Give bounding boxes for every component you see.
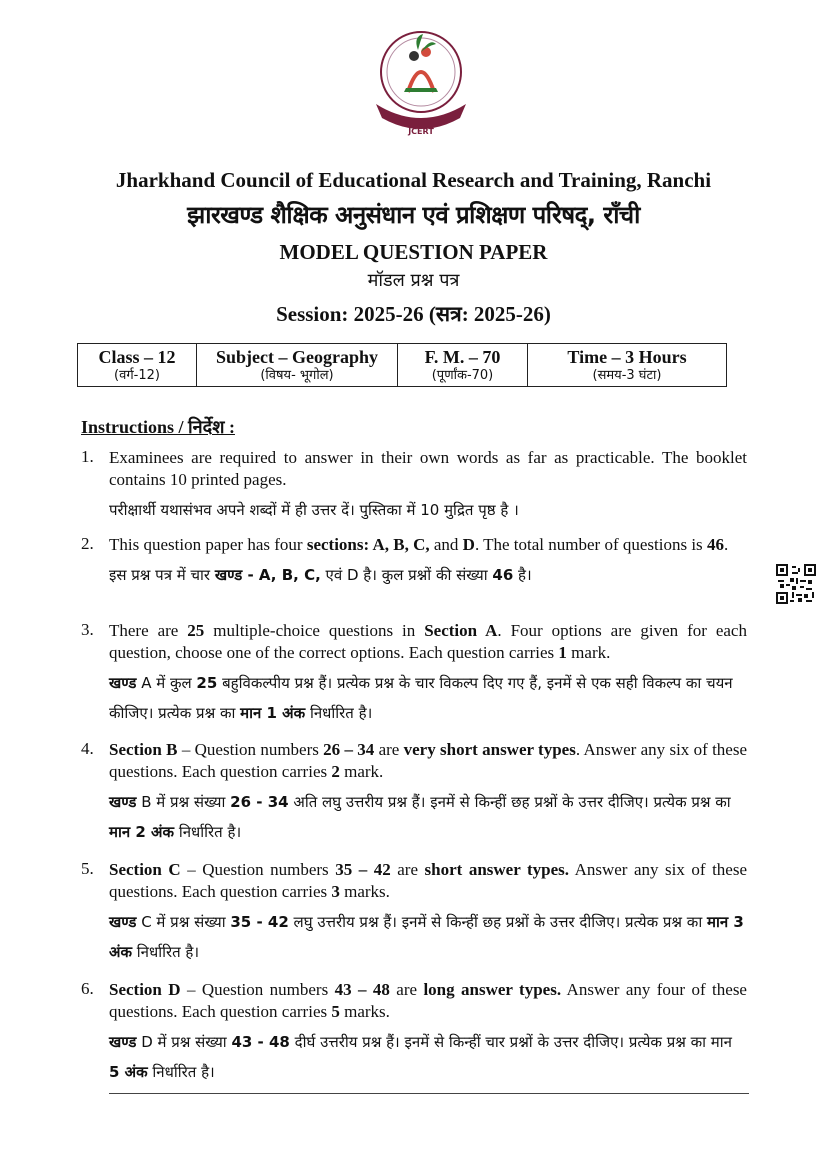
instruction-number: 4.: [81, 739, 94, 758]
paper-title-hi: मॉडल प्रश्न पत्र: [367, 270, 460, 291]
instruction-item: [81, 620, 747, 728]
instruction-en: Section D – Question numbers 43 – 48 are long answer types. Answer any four of these questions. Each question carries 5 marks.: [109, 980, 747, 1021]
instruction-en: Examinees are required to answer in their own words as far as practicable. The booklet contains 10 printed pages.: [109, 448, 747, 489]
paper-title-en: MODEL QUESTION PAPER: [279, 240, 548, 264]
instruction-number: 3.: [81, 620, 94, 639]
logo-label: JCERT: [408, 127, 434, 136]
subject-en: Subject – Geography: [216, 347, 378, 367]
qr-code-icon[interactable]: [776, 564, 816, 604]
class-en: Class – 12: [98, 347, 176, 367]
marks-cell: [398, 344, 528, 387]
instruction-number: 6.: [81, 979, 94, 998]
time-en: Time – 3 Hours: [567, 347, 687, 367]
class-cell: [78, 344, 197, 387]
exam-meta-table: [77, 343, 727, 387]
subject-hi: (विषय- भूगोल): [260, 368, 334, 383]
class-hi: (वर्ग-12): [114, 368, 160, 383]
session-line: Session: 2025-26 (सत्र: 2025-26): [276, 302, 551, 326]
instructions-title: Instructions / निर्देश :: [81, 417, 235, 437]
instruction-hi: खण्ड B में प्रश्न संख्या 26 - 34 अति लघु उत्तरीय प्रश्न हैं। इनमें से किन्हीं छह प्रश्नों के उत्तर दीजिए। प्रत्येक प्रश्न का मान 2 अंक निर्धारित है।: [109, 793, 731, 841]
org-name-hi: झारखण्ड शैक्षिक अनुसंधान एवं प्रशिक्षण परिषद्, राँची: [187, 201, 640, 229]
instruction-en: Section B – Question numbers 26 – 34 are very short answer types. Answer any six of these questions. Each question carries 2 mark.: [109, 740, 747, 781]
instruction-en: There are 25 multiple-choice questions in Section A. Four options are given for each question, choose one of the correct options. Each question carries 1 mark.: [109, 621, 747, 662]
instruction-en: This question paper has four sections: A, B, C, and D. The total number of questions is 46.: [109, 535, 729, 554]
instruction-hi: खण्ड A में कुल 25 बहुविकल्पीय प्रश्न हैं। प्रत्येक प्रश्न के चार विकल्प दिए गए हैं, इनमें से एक सही विकल्प का चयन कीजिए। प्रत्येक प्रश्न का मान 1 अंक निर्धारित है।: [109, 674, 733, 722]
instruction-hi: खण्ड D में प्रश्न संख्या 43 - 48 दीर्घ उत्तरीय प्रश्न हैं। इनमें से किन्हीं चार प्रश्नों के उत्तर दीजिए। प्रत्येक प्रश्न का मान 5 अंक निर्धारित है।: [109, 1033, 732, 1081]
time-hi: (समय-3 घंटा): [592, 368, 662, 383]
instruction-hi: इस प्रश्न पत्र में चार खण्ड - A, B, C, एवं D है। कुल प्रश्नों की संख्या 46 है।: [109, 566, 532, 584]
instruction-item: [81, 447, 747, 525]
subject-cell: [197, 344, 398, 387]
instruction-item: [81, 739, 747, 847]
marks-hi: (पूर्णांक-70): [431, 368, 494, 383]
instruction-en: Section C – Question numbers 35 – 42 are short answer types. Answer any six of these questions. Each question carries 3 marks.: [109, 860, 747, 901]
instruction-number: 1.: [81, 447, 94, 466]
instruction-item: [81, 859, 747, 967]
org-name-en: Jharkhand Council of Educational Research and Training, Ranchi: [115, 168, 712, 192]
instruction-item: [81, 534, 747, 590]
time-cell: [528, 344, 727, 387]
instruction-item: [81, 979, 747, 1087]
instruction-hi: खण्ड C में प्रश्न संख्या 35 - 42 लघु उत्तरीय प्रश्न हैं। इनमें से किन्हीं छह प्रश्नों के उत्तर दीजिए। प्रत्येक प्रश्न का मान 3 अंक निर्धारित है।: [109, 913, 744, 961]
jcert-logo: [368, 22, 474, 140]
instruction-number: 5.: [81, 859, 94, 878]
instruction-hi: परीक्षार्थी यथासंभव अपने शब्दों में ही उत्तर दें। पुस्तिका में 10 मुद्रित पृष्ठ है ।: [109, 501, 519, 519]
bottom-divider: [109, 1093, 749, 1094]
instruction-number: 2.: [81, 534, 94, 553]
marks-en: F. M. – 70: [424, 347, 501, 367]
